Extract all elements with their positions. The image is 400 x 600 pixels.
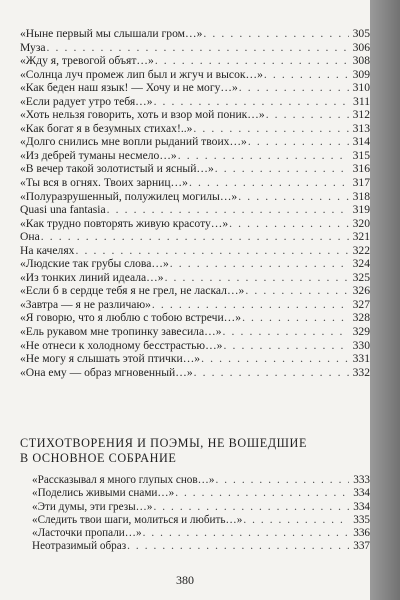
- page-number: 380: [176, 573, 194, 587]
- toc-entry: [20, 122, 370, 136]
- toc-entry: [20, 230, 370, 244]
- leader-dots: [75, 244, 349, 258]
- leader-dots: [243, 514, 349, 527]
- entry-title: Неотразимый образ: [32, 540, 127, 553]
- entry-title: «Жду я, тревогой объят…»: [20, 54, 154, 68]
- leader-dots: [242, 311, 349, 325]
- entry-title: «Людские так грубы слова…»: [20, 257, 169, 271]
- toc-entry: [20, 311, 370, 325]
- section-heading-line: В ОСНОВНОЕ СОБРАНИЕ: [20, 451, 177, 465]
- entry-title: «Завтра — я не различаю»: [20, 297, 151, 311]
- entry-page: 327: [352, 297, 370, 311]
- leader-dots: [175, 487, 349, 500]
- entry-page: 332: [352, 365, 370, 379]
- toc-entry: [20, 284, 370, 298]
- entry-title: Муза: [20, 40, 46, 54]
- toc-entry: [20, 81, 370, 95]
- entry-page: 313: [352, 121, 370, 135]
- entry-title: Quasi una fantasia: [20, 203, 106, 217]
- leader-dots: [47, 41, 349, 55]
- entry-page: 324: [352, 257, 370, 271]
- leader-dots: [264, 68, 349, 82]
- toc-entry: [20, 298, 370, 312]
- entry-title: «Из дебрей туманы несмело…»: [20, 148, 177, 162]
- toc-entry: [20, 325, 370, 339]
- entry-title: «Не могу я слышать этой птички…»: [20, 352, 201, 366]
- entry-title: «Если б в сердце тебя я не грел, не ласкал…»: [20, 284, 245, 298]
- entry-title: «Солнца луч промеж лип был и жгуч и высок…»: [20, 67, 263, 81]
- entry-page: 309: [352, 67, 370, 81]
- entry-title: «Ласточки пропали…»: [32, 527, 142, 540]
- toc-entry: [20, 244, 370, 258]
- leader-dots: [215, 162, 349, 176]
- entry-title: «В вечер такой золотистый и ясный…»: [20, 162, 214, 176]
- entry-page: 328: [352, 311, 370, 325]
- entry-title: «Она ему — образ мгновенный…»: [20, 365, 193, 379]
- toc-entry: [20, 339, 370, 353]
- entry-title: «Как трудно повторять живую красоту…»: [20, 216, 229, 230]
- entry-page: 325: [352, 270, 370, 284]
- entry-page: 334: [353, 500, 370, 513]
- entry-page: 311: [353, 94, 370, 108]
- leader-dots: [155, 54, 349, 68]
- entry-page: 330: [352, 338, 370, 352]
- toc-entry: [20, 27, 370, 41]
- entry-page: 337: [353, 540, 370, 553]
- entry-page: 308: [352, 54, 370, 68]
- entry-page: 306: [352, 40, 370, 54]
- toc-entry: [20, 352, 370, 366]
- entry-page: 312: [352, 108, 370, 122]
- leader-dots: [154, 95, 349, 109]
- section-heading: [20, 436, 360, 466]
- entry-title: «Рассказывал я много глупых снов…»: [32, 474, 215, 486]
- toc-entry: [20, 68, 370, 82]
- entry-page: 316: [352, 162, 370, 176]
- toc-entry: [20, 95, 370, 109]
- entry-title: «Эти думы, эти грезы…»: [32, 500, 153, 513]
- entry-page: 336: [353, 527, 370, 540]
- entry-title: «Следить твои шаги, молиться и любить…»: [32, 513, 243, 526]
- toc-entry: [20, 162, 370, 176]
- leader-dots: [215, 474, 349, 487]
- entry-page: 331: [352, 352, 370, 366]
- entry-page: 322: [352, 243, 370, 257]
- toc-entry: [32, 501, 370, 514]
- entry-title: «Как богат я в безумных стихах!..»: [20, 121, 193, 135]
- entry-title: «Я говорю, что я люблю с тобою встречи…»: [20, 311, 242, 325]
- leader-dots: [170, 257, 349, 271]
- leader-dots: [143, 527, 349, 540]
- entry-page: 317: [352, 176, 370, 190]
- entry-page: 319: [352, 203, 370, 217]
- toc-entry: [32, 514, 370, 527]
- table-of-contents: [20, 27, 370, 379]
- entry-title: «Не отнеси к холодному бесстрастью…»: [20, 338, 223, 352]
- entry-page: 326: [352, 284, 370, 298]
- entry-title: «Поделись живыми снами…»: [32, 487, 175, 500]
- page-edge: [370, 0, 400, 600]
- entry-page: 318: [352, 189, 370, 203]
- toc-entry: [20, 41, 370, 55]
- toc-entry: [20, 54, 370, 68]
- toc-entry: [20, 176, 370, 190]
- leader-dots: [238, 190, 349, 204]
- toc-entry: [20, 203, 370, 217]
- leader-dots: [223, 339, 349, 353]
- toc-entry: [20, 217, 370, 231]
- leader-dots: [245, 284, 349, 298]
- entry-title: «Долго снились мне вопли рыданий твоих…»: [20, 135, 247, 149]
- entry-title: «Хоть нельзя говорить, хоть и взор мой поник…»: [20, 108, 265, 122]
- entry-page: 310: [352, 81, 370, 95]
- toc-entry: [32, 540, 370, 553]
- toc-entry: [20, 149, 370, 163]
- leader-dots: [193, 122, 349, 136]
- leader-dots: [153, 501, 349, 514]
- toc-entry: [32, 527, 370, 540]
- entry-title: «Как беден наш язык! — Хочу и не могу…»: [20, 81, 238, 95]
- toc-entry: [20, 366, 370, 380]
- toc-entry: [20, 190, 370, 204]
- entry-title: «Ты вся в огнях. Твоих зарниц…»: [20, 176, 188, 190]
- entry-page: 329: [352, 325, 370, 339]
- entry-title: «Ныне первый мы слышали гром…»: [20, 27, 203, 40]
- entry-title: «Ель рукавом мне тропинку завесила…»: [20, 325, 222, 339]
- leader-dots: [239, 81, 349, 95]
- leader-dots: [107, 203, 349, 217]
- toc-entry: [32, 487, 370, 500]
- entry-page: 320: [352, 216, 370, 230]
- leader-dots: [223, 325, 349, 339]
- entry-page: 314: [352, 135, 370, 149]
- entry-page: 333: [353, 474, 370, 486]
- toc-entry: [20, 271, 370, 285]
- section-contents: [32, 474, 370, 554]
- leader-dots: [266, 108, 349, 122]
- entry-title: «Из тонких линий идеала…»: [20, 270, 164, 284]
- entry-page: 321: [352, 230, 370, 244]
- entry-title: «Если радует утро тебя…»: [20, 94, 153, 108]
- leader-dots: [201, 352, 349, 366]
- entry-title: «Полуразрушенный, полужилец могилы…»: [20, 189, 238, 203]
- toc-entry: [32, 474, 370, 487]
- entry-page: 305: [352, 27, 370, 40]
- leader-dots: [189, 176, 349, 190]
- entry-title: На качелях: [20, 243, 75, 257]
- leader-dots: [203, 27, 349, 41]
- leader-dots: [248, 135, 349, 149]
- leader-dots: [229, 217, 349, 231]
- leader-dots: [165, 271, 349, 285]
- toc-entry: [20, 108, 370, 122]
- toc-entry: [20, 135, 370, 149]
- entry-title: Она: [20, 230, 40, 244]
- entry-page: 334: [353, 487, 370, 500]
- entry-page: 335: [353, 513, 370, 526]
- entry-page: 315: [352, 148, 370, 162]
- toc-entry: [20, 257, 370, 271]
- leader-dots: [127, 540, 349, 553]
- leader-dots: [194, 366, 349, 380]
- section-heading-line: СТИХОТВОРЕНИЯ И ПОЭМЫ, НЕ ВОШЕДШИЕ: [20, 436, 308, 450]
- leader-dots: [41, 230, 349, 244]
- leader-dots: [152, 298, 349, 312]
- leader-dots: [178, 149, 349, 163]
